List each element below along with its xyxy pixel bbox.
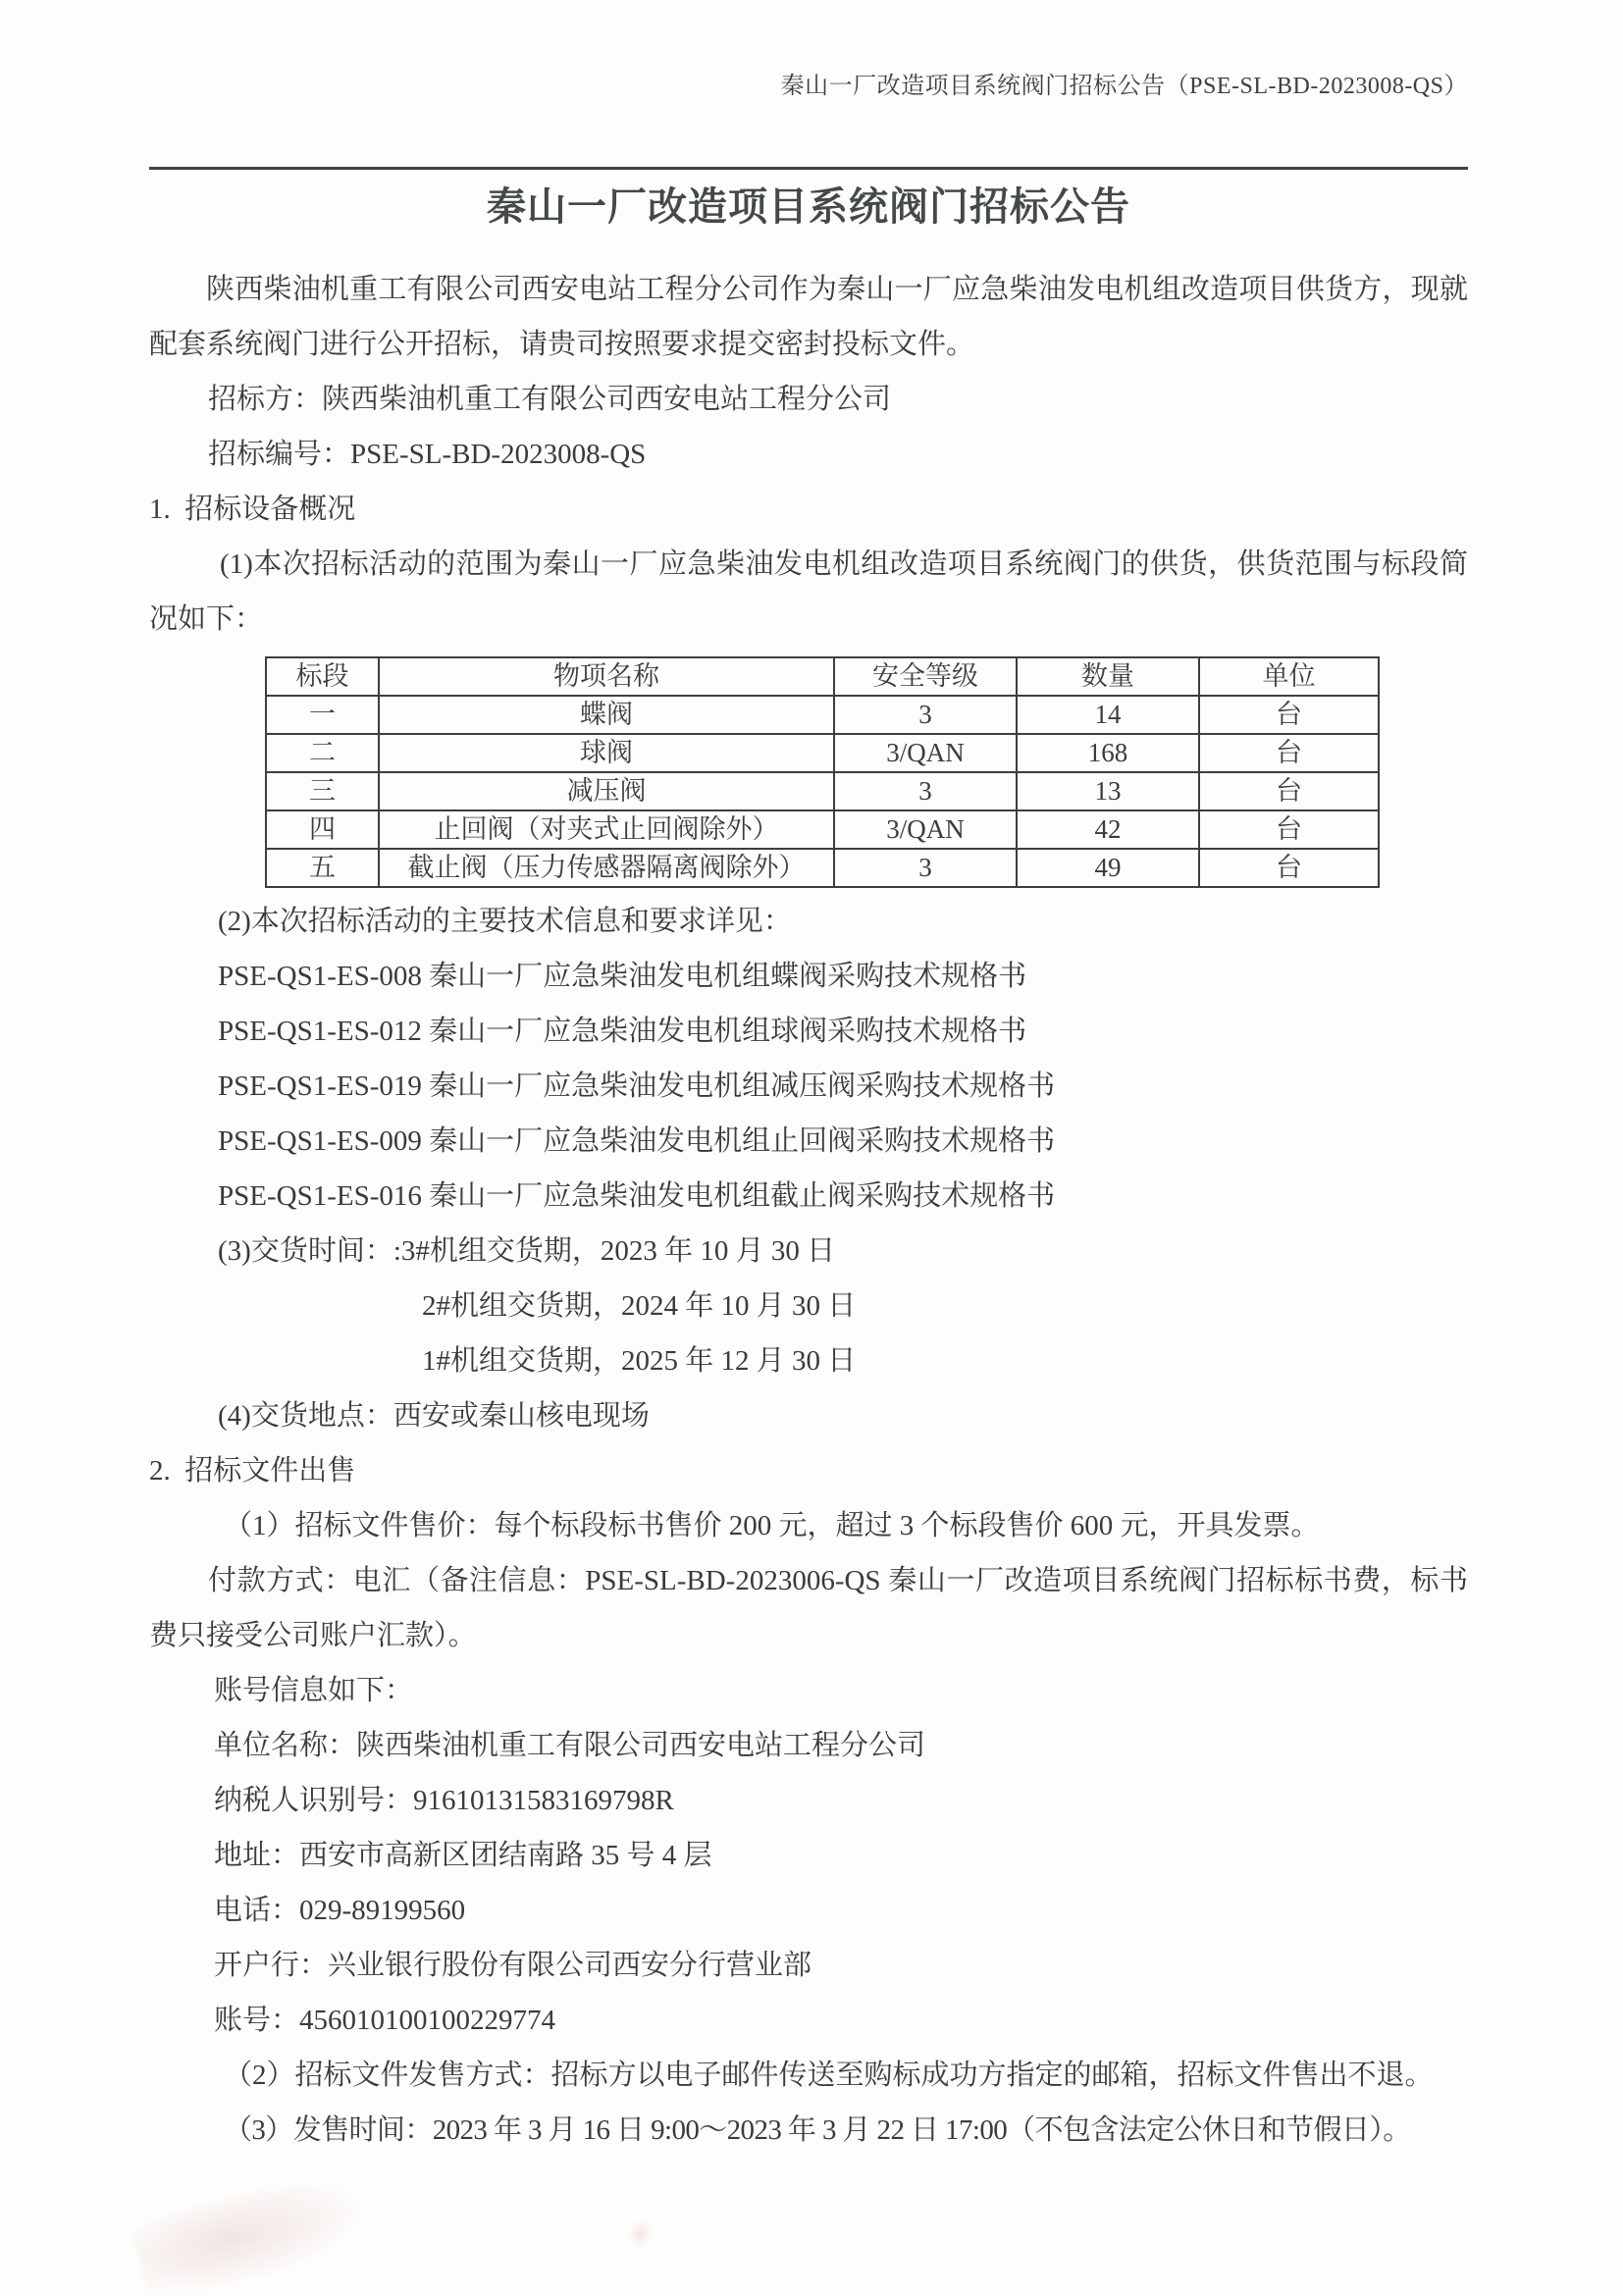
document-body [149,262,1468,2158]
scan-speck [628,2219,654,2249]
account-company-line: 单位名称：陕西柴油机重工有限公司西安电站工程分公司 [214,1730,926,1761]
delivery-time-line-unit2: 2#机组交货期，2024 年 10 月 30 日 [422,1290,857,1322]
lot-cell-unit: 台 [1199,849,1379,887]
lot-cell-qty: 42 [1017,810,1199,849]
spec-line-globe-valve: PSE-QS1-ES-016 秦山一厂应急柴油发电机组截止阀采购技术规格书 [218,1180,1056,1212]
account-taxid-line: 纳税人识别号：91610131583169798R [214,1785,674,1816]
lot-cell-qty: 13 [1017,772,1199,810]
intro-paragraph: 陕西柴油机重工有限公司西安电站工程分公司作为秦山一厂应急柴油发电机组改造项目供货方，现就配套系统阀门进行公开招标，请贵司按照要求提交密封投标文件。 [149,274,1468,360]
tender-number-line: 招标编号：PSE-SL-BD-2023008-QS [208,439,647,470]
account-address-line: 地址：西安市高新区团结南路 35 号 4 层 [214,1840,712,1871]
lot-cell-lot: 四 [266,810,379,849]
lot-cell-name: 球阀 [379,734,834,772]
scan-smudge [131,2166,381,2296]
lots-table-header-row [266,657,1379,696]
doc-issue-method-line: （2）招标文件发售方式：招标方以电子邮件传送至购标成功方指定的邮箱，招标文件售出不退。 [224,2060,1434,2091]
account-phone-line: 电话：029-89199560 [214,1895,466,1926]
lot-cell-name: 减压阀 [379,772,834,810]
lot-row [266,696,1379,734]
lot-cell-unit: 台 [1199,810,1379,849]
lot-cell-qty: 49 [1017,849,1199,887]
lot-cell-safety: 3 [834,849,1017,887]
lots-table [265,656,1380,888]
lot-cell-qty: 168 [1017,734,1199,772]
section1-scope-paragraph: (1)本次招标活动的范围为秦山一厂应急柴油发电机组改造项目系统阀门的供货，供货范围与标段简况如下： [149,548,1468,635]
lot-cell-safety: 3 [834,772,1017,810]
lot-cell-safety: 3 [834,696,1017,734]
delivery-place-line: (4)交货地点：西安或秦山核电现场 [218,1400,650,1432]
delivery-time-line-unit1: 1#机组交货期，2025 年 12 月 30 日 [422,1345,857,1377]
doc-issue-time-line: （3）发售时间：2023 年 3 月 16 日 9:00～2023 年 3 月 22 日 17:00（不包含法定公休日和节假日）。 [224,2114,1411,2146]
lot-row [266,849,1379,887]
col-header-safety-class: 安全等级 [834,657,1017,696]
tender-party-line: 招标方：陕西柴油机重工有限公司西安电站工程分公司 [208,384,892,415]
section1-specs-intro: (2)本次招标活动的主要技术信息和要求详见： [218,906,792,937]
section2-heading: 2. 招标文件出售 [149,1455,356,1487]
account-bank-line: 开户行：兴业银行股份有限公司西安分行营业部 [214,1950,812,1981]
section1-heading: 1. 招标设备概况 [149,494,356,525]
lot-cell-qty: 14 [1017,696,1199,734]
document-title: 秦山一厂改造项目系统阀门招标公告 [487,184,1130,229]
spec-line-check-valve: PSE-QS1-ES-009 秦山一厂应急柴油发电机组止回阀采购技术规格书 [218,1125,1056,1157]
lot-cell-name: 止回阀（对夹式止回阀除外） [379,810,834,849]
lot-cell-safety: 3/QAN [834,734,1017,772]
lot-cell-unit: 台 [1199,772,1379,810]
lot-cell-lot: 三 [266,772,379,810]
lot-cell-lot: 一 [266,696,379,734]
lot-row [266,734,1379,772]
lot-cell-name: 截止阀（压力传感器隔离阀除外） [379,849,834,887]
spec-line-pressure-reducing-valve: PSE-QS1-ES-019 秦山一厂应急柴油发电机组减压阀采购技术规格书 [218,1070,1056,1102]
lot-cell-unit: 台 [1199,734,1379,772]
spec-line-ball-valve: PSE-QS1-ES-012 秦山一厂应急柴油发电机组球阀采购技术规格书 [218,1016,1027,1047]
lot-cell-lot: 二 [266,734,379,772]
lot-cell-unit: 台 [1199,696,1379,734]
col-header-quantity: 数量 [1017,657,1199,696]
account-info-intro: 账号信息如下： [214,1675,414,1706]
running-header [149,0,1468,128]
running-header-title: 秦山一厂改造项目系统阀门招标公告（PSE-SL-BD-2023008-QS） [780,74,1468,99]
lot-cell-safety: 3/QAN [834,810,1017,849]
lot-row [266,810,1379,849]
header-rule [149,167,1468,170]
account-number-line: 账号：456010100100229774 [214,2005,556,2036]
col-header-item-name: 物项名称 [379,657,834,696]
payment-method-paragraph: 付款方式：电汇（备注信息：PSE-SL-BD-2023006-QS 秦山一厂改造项目系统阀门招标标书费，标书费只接受公司账户汇款）。 [149,1565,1468,1651]
doc-price-line: （1）招标文件售价：每个标段标书售价 200 元，超过 3 个标段售价 600 元，开具发票。 [224,1510,1320,1541]
lot-cell-lot: 五 [266,849,379,887]
spec-line-butterfly-valve: PSE-QS1-ES-008 秦山一厂应急柴油发电机组蝶阀采购技术规格书 [218,961,1027,992]
delivery-time-line-unit3: (3)交货时间：:3#机组交货期，2023 年 10 月 30 日 [218,1235,836,1267]
lot-cell-name: 蝶阀 [379,696,834,734]
col-header-unit: 单位 [1199,657,1379,696]
lot-row [266,772,1379,810]
col-header-lot: 标段 [266,657,379,696]
